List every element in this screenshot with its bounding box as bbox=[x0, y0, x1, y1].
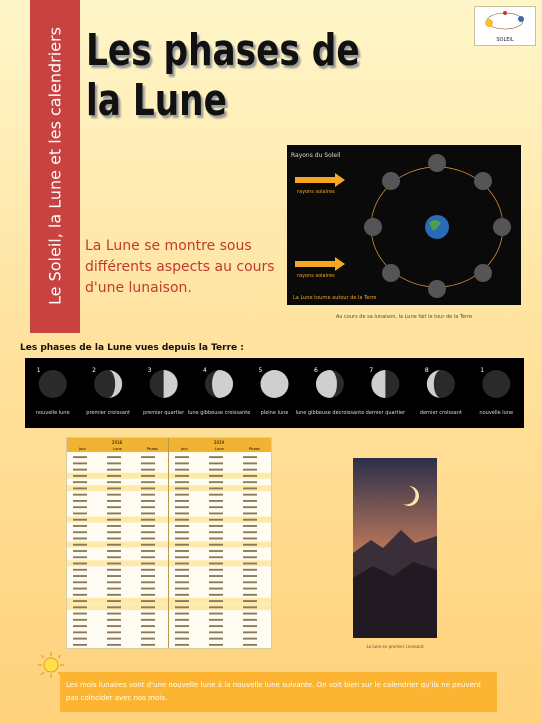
calendar-cell-text bbox=[209, 619, 223, 621]
calendar-cell-text bbox=[175, 506, 189, 508]
calendar-cell-text bbox=[141, 613, 155, 615]
calendar-cell-text bbox=[243, 563, 257, 565]
calendar-cell-text bbox=[107, 644, 121, 646]
calendar-cell-text bbox=[73, 487, 87, 489]
calendar-cell-text bbox=[141, 487, 155, 489]
calendar-cell-text bbox=[107, 538, 121, 540]
calendar-cell-text bbox=[141, 531, 155, 533]
calendar-cell-text bbox=[107, 569, 121, 571]
calendar-cell-text bbox=[209, 513, 223, 515]
calendar-cell-text bbox=[175, 644, 189, 646]
calendar-cell-text bbox=[243, 581, 257, 583]
calendar-cell-text bbox=[73, 494, 87, 496]
phase-item bbox=[296, 367, 365, 416]
calendar-cell-text bbox=[209, 625, 223, 627]
calendar-cell-text bbox=[175, 594, 189, 596]
note-text: Les mois lunaires vont d'une nouvelle lune à la nouvelle lune suivante. On voit bien sur le calendrier qu'ils ne peuvent pas coïncider avec nos mois. bbox=[66, 681, 481, 702]
calendar-cell-text bbox=[73, 569, 87, 571]
calendar-cell-text bbox=[243, 588, 257, 590]
calendar-cell-text bbox=[243, 638, 257, 640]
calendar-cell-text bbox=[141, 462, 155, 464]
logo-text: SOLEIL bbox=[496, 37, 514, 43]
calendar-cell-text bbox=[73, 563, 87, 565]
calendar-cell-text bbox=[73, 600, 87, 602]
calendar-cell-text bbox=[107, 481, 121, 483]
calendar-cell-text bbox=[209, 606, 223, 608]
calendar-cell-text bbox=[209, 494, 223, 496]
photo-caption: La lune en premier croissant bbox=[366, 644, 424, 649]
phase-number: 1 bbox=[36, 367, 41, 374]
calendar-cell-text bbox=[175, 638, 189, 640]
moon-position bbox=[382, 172, 400, 190]
calendar-cell-text bbox=[73, 631, 87, 633]
phase-number: 5 bbox=[258, 367, 263, 374]
calendar-cell-text bbox=[209, 550, 223, 552]
phase-label: dernier croissant bbox=[419, 410, 462, 416]
calendar-cell-text bbox=[175, 613, 189, 615]
calendar-cell-text bbox=[141, 525, 155, 527]
calendar-cell-text bbox=[209, 563, 223, 565]
calendar-cell-text bbox=[107, 625, 121, 627]
intro-text: La Lune se montre sous différents aspects au cours d'une lunaison. bbox=[85, 238, 275, 296]
calendar-cell-text bbox=[141, 538, 155, 540]
phase-label: nouvelle lune bbox=[479, 410, 514, 416]
calendar-cell-text bbox=[73, 556, 87, 558]
calendar-cell-text bbox=[73, 469, 87, 471]
calendar-column-header: Jour bbox=[79, 447, 87, 451]
calendar-cell-text bbox=[243, 550, 257, 552]
calendar-cell-text bbox=[141, 469, 155, 471]
logo bbox=[474, 6, 536, 46]
calendar-cell-text bbox=[141, 456, 155, 458]
calendar-cell-text bbox=[73, 462, 87, 464]
calendar-cell-text bbox=[209, 538, 223, 540]
calendar-cell-text bbox=[107, 613, 121, 615]
orbit-panel-title: Rayons du Soleil bbox=[291, 152, 341, 159]
calendar-cell-text bbox=[141, 594, 155, 596]
calendar-cell-text bbox=[209, 544, 223, 546]
calendar-cell-text bbox=[175, 475, 189, 477]
calendar-cell-text bbox=[73, 519, 87, 521]
calendar-cell-text bbox=[175, 631, 189, 633]
calendar-cell-text bbox=[209, 600, 223, 602]
calendar-cell-text bbox=[209, 481, 223, 483]
calendar-cell-text bbox=[209, 631, 223, 633]
calendar-cell-text bbox=[243, 594, 257, 596]
calendar-cell-text bbox=[141, 644, 155, 646]
calendar-cell-text bbox=[209, 613, 223, 615]
calendar-cell-text bbox=[243, 525, 257, 527]
calendar-cell-text bbox=[73, 550, 87, 552]
phase-item bbox=[366, 367, 406, 416]
calendar-cell-text bbox=[141, 569, 155, 571]
calendar-cell-text bbox=[175, 600, 189, 602]
note-box bbox=[60, 672, 497, 712]
calendar-cell-text bbox=[243, 513, 257, 515]
calendar-cell-text bbox=[175, 563, 189, 565]
orbit-diagram bbox=[287, 145, 521, 305]
calendar-cell-text bbox=[209, 462, 223, 464]
calendar-cell-text bbox=[175, 619, 189, 621]
calendar-cell-text bbox=[141, 556, 155, 558]
calendar-cell-text bbox=[73, 613, 87, 615]
calendar-cell-text bbox=[141, 638, 155, 640]
calendar-cell-text bbox=[243, 575, 257, 577]
orbit-footer: La Lune tourne autour de la Terre bbox=[293, 295, 377, 301]
calendar-cell-text bbox=[243, 519, 257, 521]
orbit-svg bbox=[287, 145, 521, 305]
calendar-cell-text bbox=[209, 581, 223, 583]
calendar-cell-text bbox=[243, 469, 257, 471]
calendar-cell-text bbox=[175, 500, 189, 502]
calendar-cell-text bbox=[175, 494, 189, 496]
calendar-cell-text bbox=[107, 600, 121, 602]
calendar-cell-text bbox=[209, 594, 223, 596]
calendar-cell-text bbox=[107, 462, 121, 464]
moon-position bbox=[382, 264, 400, 282]
calendar-cell-text bbox=[243, 481, 257, 483]
moon-position bbox=[474, 172, 492, 190]
calendar-cell-text bbox=[175, 531, 189, 533]
moon-lit-area bbox=[371, 370, 385, 398]
moon-phase-icon bbox=[482, 370, 510, 398]
calendar-cell-text bbox=[209, 575, 223, 577]
calendar-cell-text bbox=[175, 544, 189, 546]
moon-position bbox=[428, 154, 446, 172]
calendar-divider bbox=[168, 438, 169, 648]
calendar-cell-text bbox=[73, 475, 87, 477]
calendar-cell-text bbox=[141, 513, 155, 515]
phase-number: 2 bbox=[92, 367, 96, 374]
calendar-cell-text bbox=[243, 631, 257, 633]
calendar-cell-text bbox=[107, 588, 121, 590]
phase-item bbox=[479, 367, 513, 416]
calendar-cell-text bbox=[209, 556, 223, 558]
sun-ray-label-top: rayons solaires bbox=[297, 189, 335, 195]
calendar-cell-text bbox=[73, 525, 87, 527]
calendar-cell-text bbox=[73, 625, 87, 627]
phase-label: nouvelle lune bbox=[35, 410, 70, 416]
calendar-cell-text bbox=[243, 506, 257, 508]
page-title bbox=[86, 26, 360, 126]
calendar-cell-text bbox=[141, 519, 155, 521]
calendar-cell-text bbox=[209, 531, 223, 533]
calendar-cell-text bbox=[243, 462, 257, 464]
calendar-cell-text bbox=[141, 500, 155, 502]
moon-position bbox=[493, 218, 511, 236]
calendar-cell-text bbox=[141, 631, 155, 633]
sun-ray-arrow-bottom bbox=[295, 261, 335, 267]
calendar-cell-text bbox=[243, 600, 257, 602]
calendar-cell-text bbox=[243, 475, 257, 477]
moon-lit-area bbox=[164, 370, 178, 398]
calendar-cell-text bbox=[73, 588, 87, 590]
calendar-column-header: Lune bbox=[113, 447, 122, 451]
sun-ray-arrow bbox=[295, 177, 335, 183]
logo-icon bbox=[475, 7, 535, 37]
moon-position bbox=[364, 218, 382, 236]
calendar-column-header: Lune bbox=[215, 447, 224, 451]
calendar-cell-text bbox=[107, 631, 121, 633]
calendar-cell-text bbox=[209, 638, 223, 640]
calendar-cell-text bbox=[243, 619, 257, 621]
phase-strip bbox=[25, 358, 524, 428]
calendar-cell-text bbox=[243, 606, 257, 608]
calendar-cell-text bbox=[141, 563, 155, 565]
calendar-cell-text bbox=[107, 531, 121, 533]
calendar-cell-text bbox=[243, 500, 257, 502]
calendar-cell-text bbox=[243, 538, 257, 540]
calendar-cell-text bbox=[209, 644, 223, 646]
phase-item bbox=[86, 367, 130, 416]
calendar-cell-text bbox=[73, 513, 87, 515]
phase-number: 1 bbox=[480, 367, 485, 374]
calendar-cell-text bbox=[175, 581, 189, 583]
phase-item bbox=[420, 367, 462, 416]
calendar-cell-text bbox=[175, 456, 189, 458]
calendar-cell-text bbox=[175, 606, 189, 608]
phase-item bbox=[259, 367, 289, 416]
calendar-cell-text bbox=[107, 544, 121, 546]
calendar-cell-text bbox=[107, 494, 121, 496]
phase-item bbox=[36, 367, 70, 416]
title-line-1: Les phases de bbox=[86, 25, 360, 76]
phase-label: premier croissant bbox=[86, 410, 131, 416]
calendar-cell-text bbox=[73, 506, 87, 508]
moon-lit-area bbox=[316, 370, 337, 398]
calendar-cell-text bbox=[107, 556, 121, 558]
sidebar-title: Le Soleil, la Lune et les calendriers bbox=[45, 27, 65, 305]
calendar-cell-text bbox=[175, 469, 189, 471]
phase-strip-svg bbox=[25, 358, 524, 428]
phase-number: 7 bbox=[369, 367, 374, 374]
calendar-cell-text bbox=[175, 625, 189, 627]
calendar-cell-text bbox=[209, 469, 223, 471]
calendar-cell-text bbox=[243, 644, 257, 646]
moon-position bbox=[474, 264, 492, 282]
calendar-cell-text bbox=[73, 538, 87, 540]
calendar-cell-text bbox=[209, 475, 223, 477]
calendar-cell-text bbox=[141, 625, 155, 627]
phase-label: lune gibbeuse décroissante bbox=[295, 410, 365, 416]
calendar-cell-text bbox=[73, 500, 87, 502]
calendar-cell-text bbox=[141, 544, 155, 546]
calendar-cell-text bbox=[175, 569, 189, 571]
calendar-cell-text bbox=[141, 575, 155, 577]
calendar-cell-text bbox=[107, 469, 121, 471]
calendar-cell-text bbox=[107, 487, 121, 489]
lunar-calendar bbox=[66, 437, 272, 649]
calendar-year: 2019 bbox=[213, 440, 225, 445]
calendar-cell-text bbox=[73, 531, 87, 533]
phase-number: 6 bbox=[313, 367, 318, 374]
calendar-cell-text bbox=[243, 487, 257, 489]
sun-ray-label-bottom: rayons solaires bbox=[297, 273, 335, 279]
calendar-cell-text bbox=[175, 538, 189, 540]
moon-phase-icon bbox=[39, 370, 67, 398]
calendar-cell-text bbox=[243, 494, 257, 496]
phase-number: 4 bbox=[203, 367, 207, 374]
moon-lit-area bbox=[212, 370, 233, 398]
calendar-cell-text bbox=[175, 588, 189, 590]
calendar-cell-text bbox=[243, 556, 257, 558]
calendar-cell-text bbox=[107, 506, 121, 508]
calendar-cell-text bbox=[107, 513, 121, 515]
calendar-cell-text bbox=[141, 506, 155, 508]
calendar-cell-text bbox=[73, 606, 87, 608]
calendar-cell-text bbox=[107, 563, 121, 565]
calendar-cell-text bbox=[209, 588, 223, 590]
calendar-year: 2018 bbox=[111, 440, 123, 445]
phase-item bbox=[188, 367, 250, 416]
phase-number: 3 bbox=[147, 367, 152, 374]
calendar-cell-text bbox=[107, 606, 121, 608]
calendar-cell-text bbox=[175, 525, 189, 527]
calendar-cell-text bbox=[141, 550, 155, 552]
moon-position bbox=[428, 280, 446, 298]
phase-label: premier quartier bbox=[143, 410, 185, 416]
calendar-cell-text bbox=[243, 456, 257, 458]
calendar-cell-text bbox=[107, 581, 121, 583]
calendar-cell-text bbox=[141, 606, 155, 608]
calendar-cell-text bbox=[209, 487, 223, 489]
calendar-cell-text bbox=[141, 475, 155, 477]
calendar-cell-text bbox=[73, 456, 87, 458]
calendar-cell-text bbox=[141, 588, 155, 590]
calendar-cell-text bbox=[73, 575, 87, 577]
crescent-photo bbox=[353, 458, 437, 638]
calendar-cell-text bbox=[141, 581, 155, 583]
calendar-cell-text bbox=[107, 619, 121, 621]
calendar-cell-text bbox=[107, 519, 121, 521]
calendar-cell-text bbox=[73, 594, 87, 596]
calendar-cell-text bbox=[73, 638, 87, 640]
calendar-cell-text bbox=[73, 619, 87, 621]
calendar-cell-text bbox=[243, 613, 257, 615]
calendar-cell-text bbox=[141, 481, 155, 483]
calendar-cell-text bbox=[107, 550, 121, 552]
phase-label: lune gibbeuse croissante bbox=[187, 410, 251, 416]
calendar-column-header: Phase bbox=[249, 447, 260, 451]
phase-label: dernier quartier bbox=[365, 410, 406, 416]
calendar-cell-text bbox=[175, 513, 189, 515]
moon-lit-area bbox=[261, 370, 289, 398]
calendar-cell-text bbox=[175, 556, 189, 558]
orbit-caption: Au cours de sa lunaison, la Lune fait le tour de la Terre bbox=[335, 314, 473, 320]
calendar-cell-text bbox=[107, 575, 121, 577]
calendar-cell-text bbox=[73, 644, 87, 646]
calendar-cell-text bbox=[209, 500, 223, 502]
calendar-cell-text bbox=[175, 519, 189, 521]
calendar-cell-text bbox=[209, 519, 223, 521]
calendar-svg bbox=[67, 438, 271, 648]
calendar-cell-text bbox=[209, 525, 223, 527]
calendar-cell-text bbox=[141, 600, 155, 602]
calendar-cell-text bbox=[175, 550, 189, 552]
phase-label: pleine lune bbox=[260, 410, 289, 416]
calendar-cell-text bbox=[175, 487, 189, 489]
calendar-cell-text bbox=[107, 594, 121, 596]
calendar-cell-text bbox=[107, 638, 121, 640]
calendar-cell-text bbox=[107, 456, 121, 458]
calendar-cell-text bbox=[107, 525, 121, 527]
title-line-2: la Lune bbox=[86, 75, 227, 126]
calendar-cell-text bbox=[209, 456, 223, 458]
sun-ray-arrowhead-bottom bbox=[335, 257, 345, 271]
calendar-cell-text bbox=[243, 625, 257, 627]
calendar-cell-text bbox=[141, 619, 155, 621]
calendar-cell-text bbox=[243, 569, 257, 571]
calendar-cell-text bbox=[107, 475, 121, 477]
phase-number: 8 bbox=[424, 367, 429, 374]
calendar-cell-text bbox=[175, 575, 189, 577]
calendar-cell-text bbox=[73, 481, 87, 483]
calendar-cell-text bbox=[73, 544, 87, 546]
calendar-cell-text bbox=[243, 531, 257, 533]
calendar-column-header: Phase bbox=[147, 447, 158, 451]
phase-item bbox=[143, 367, 185, 416]
calendar-cell-text bbox=[141, 494, 155, 496]
calendar-column-header: Jour bbox=[181, 447, 189, 451]
calendar-cell-text bbox=[107, 500, 121, 502]
calendar-cell-text bbox=[209, 506, 223, 508]
calendar-cell-text bbox=[209, 569, 223, 571]
sun-ray-arrowhead bbox=[335, 173, 345, 187]
calendar-cell-text bbox=[175, 462, 189, 464]
calendar-cell-text bbox=[243, 544, 257, 546]
calendar-cell-text bbox=[175, 481, 189, 483]
calendar-cell-text bbox=[73, 581, 87, 583]
crescent-photo-svg bbox=[353, 458, 437, 638]
phase-strip-heading: Les phases de la Lune vues depuis la Terre : bbox=[20, 343, 244, 353]
